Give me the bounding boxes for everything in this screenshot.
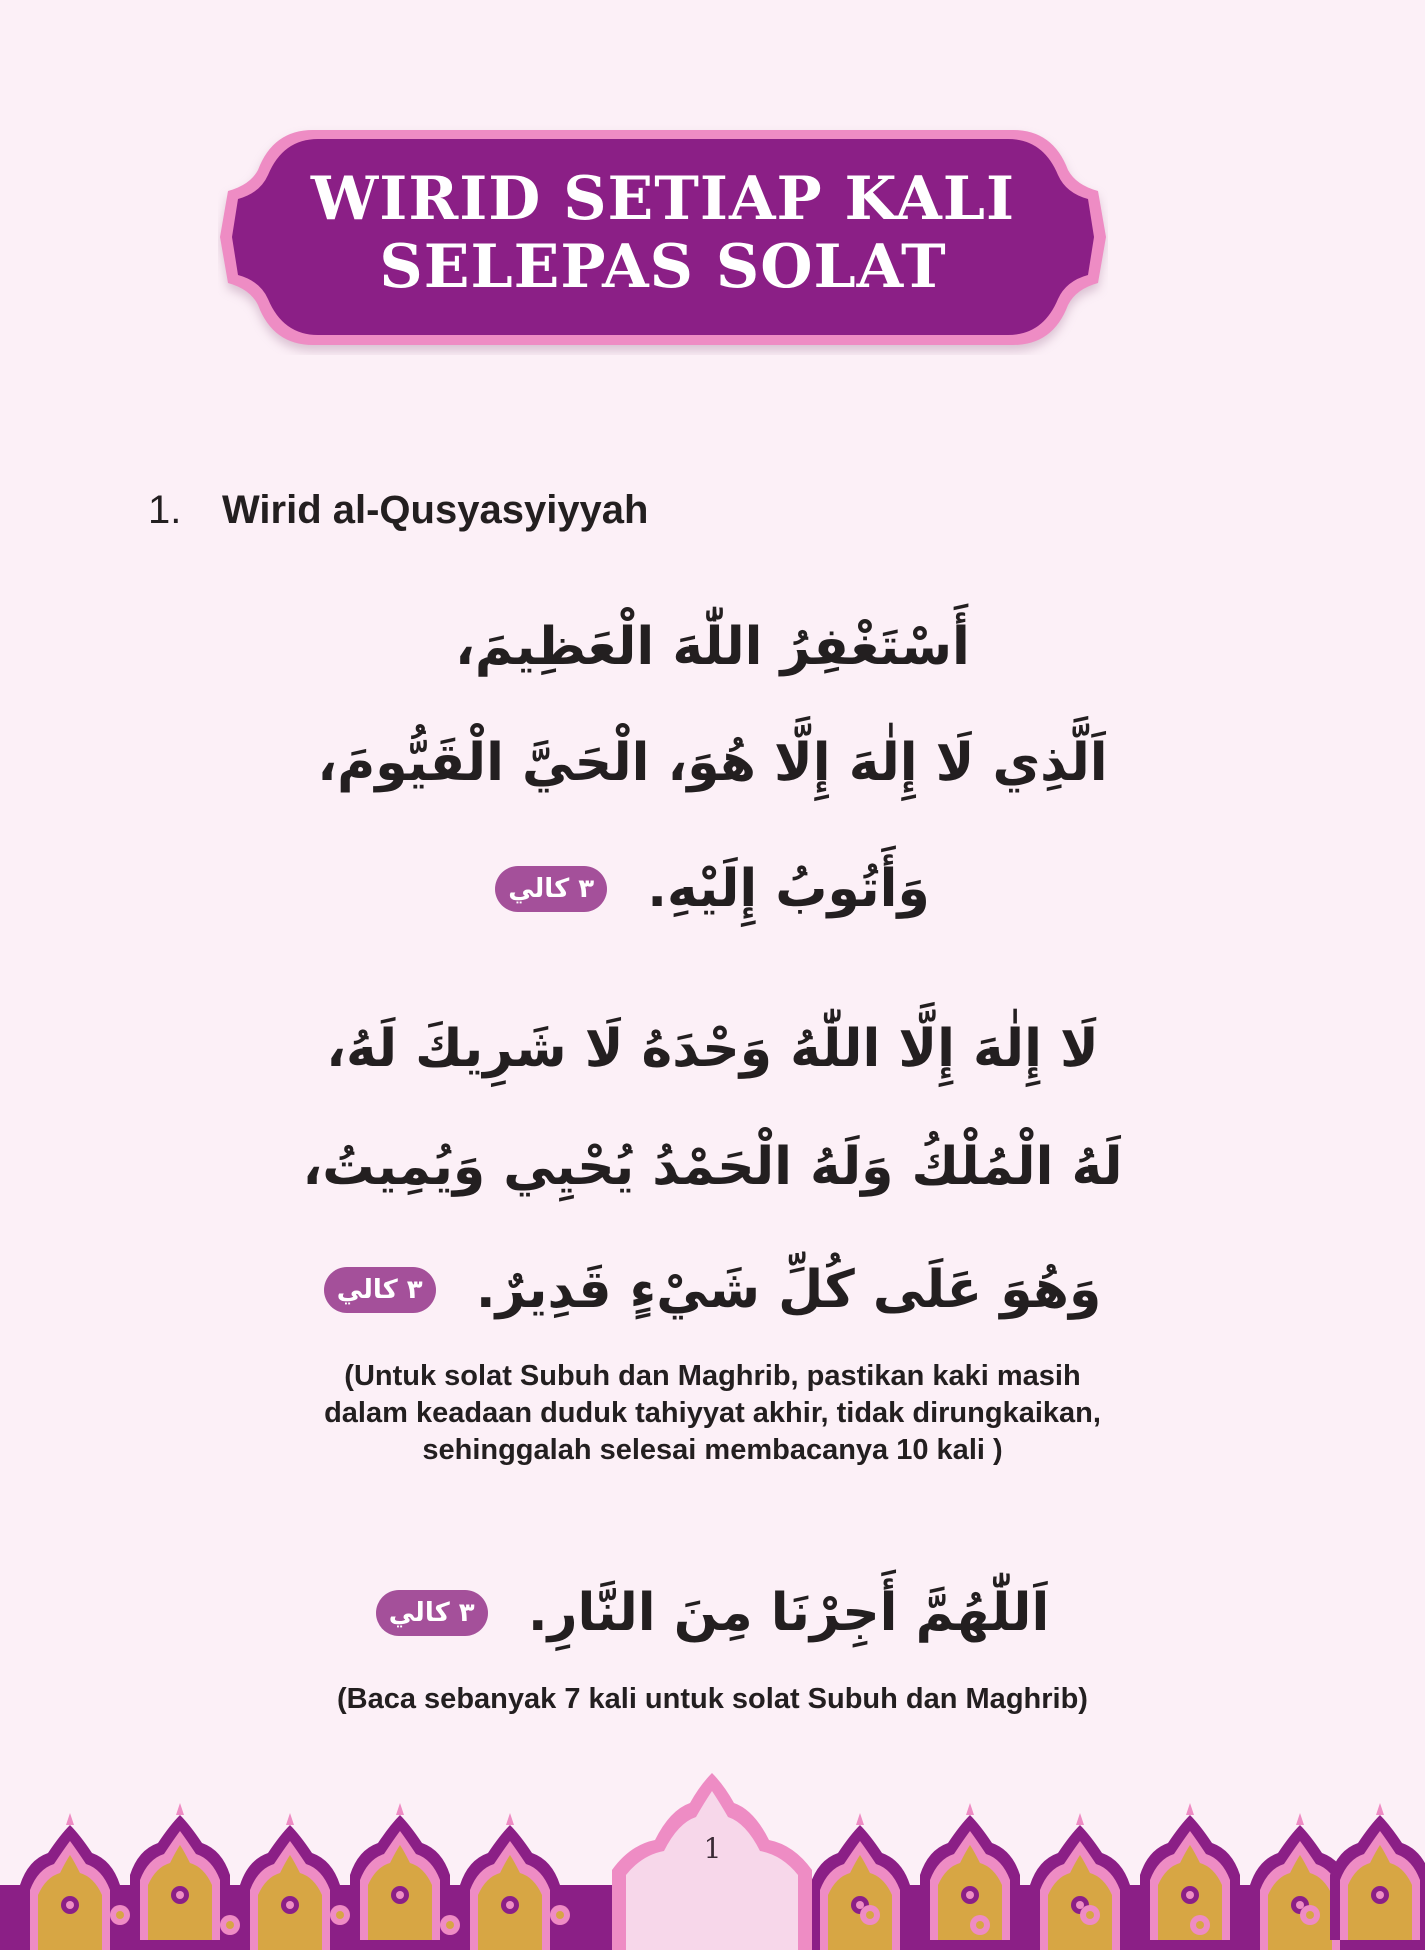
section-number: 1. (148, 488, 182, 532)
arabic-text: اَللّٰهُمَّ أَجِرْنَا مِنَ النَّارِ. (527, 1583, 1050, 1643)
instruction-note (200, 1358, 1225, 1469)
note-line: (Untuk solat Subuh dan Maghrib, pastikan kaki masih (344, 1360, 1081, 1392)
arabic-text: أَسْتَغْفِرُ اللّٰهَ الْعَظِيمَ، (455, 617, 970, 677)
section-title: Wirid al-Qusyasyiyyah (222, 488, 649, 532)
arabic-line (0, 846, 1425, 929)
note-line: (Baca sebanyak 7 kali untuk solat Subuh dan Maghrib) (337, 1683, 1088, 1715)
note-line: dalam keadaan duduk tahiyyat akhir, tidak dirungkaikan, (324, 1397, 1101, 1429)
repeat-count-badge: ٣ كالي (495, 866, 607, 912)
repeat-count-badge: ٣ كالي (324, 1267, 436, 1313)
title-line-2: SELEPAS SOLAT (379, 232, 947, 302)
repeat-count-badge: ٣ كالي (376, 1590, 488, 1636)
note-line: sehinggalah selesai membacanya 10 kali ) (422, 1434, 1003, 1466)
arabic-text: لَا إِلٰهَ إِلَّا اللّٰهُ وَحْدَهُ لَا شَرِيكَ لَهُ، (326, 1019, 1099, 1079)
arabic-line (0, 1006, 1425, 1089)
arabic-text: اَلَّذِي لَا إِلٰهَ إِلَّا هُوَ، الْحَيَّ الْقَيُّومَ، (317, 733, 1108, 793)
arabic-text: لَهُ الْمُلْكُ وَلَهُ الْحَمْدُ يُحْيِي وَيُمِيتُ، (302, 1137, 1123, 1197)
arabic-line (0, 1124, 1425, 1207)
title-line-1: WIRID SETIAP KALI (310, 164, 1016, 234)
title-banner (218, 125, 1108, 355)
arabic-text: وَأَتُوبُ إِلَيْهِ. (647, 859, 930, 919)
page-number: 1 (703, 1832, 722, 1865)
instruction-note (200, 1681, 1225, 1718)
arabic-line (0, 1247, 1425, 1330)
arabic-text: وَهُوَ عَلَى كُلِّ شَيْءٍ قَدِيرٌ. (475, 1260, 1102, 1320)
arabic-line (0, 1570, 1425, 1653)
arabic-line (0, 604, 1425, 687)
arabic-line (0, 720, 1425, 803)
section-heading (148, 488, 648, 533)
page-title (218, 165, 1108, 301)
